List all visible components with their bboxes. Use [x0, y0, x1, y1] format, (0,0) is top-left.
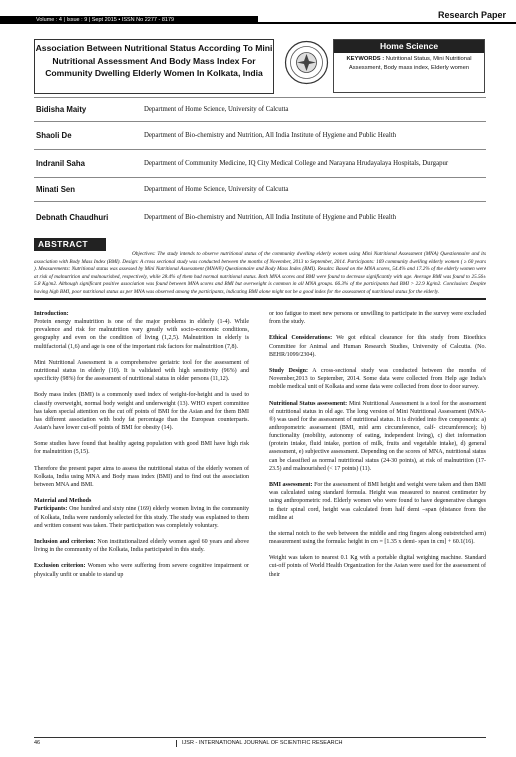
section-heading: Exclusion criterion:: [34, 563, 86, 570]
paragraph: Weight was taken to nearest 0.1 Kg with a portable digital weighing machine. Standard cut-off points of World Health Organization for the Asian were used for the assessment of their: [269, 555, 486, 578]
section-heading: Study Design:: [269, 367, 308, 374]
section-heading: Participants:: [34, 506, 68, 513]
author-name: Minati Sen: [34, 178, 144, 202]
subject-heading: Home Science: [334, 40, 484, 53]
author-row: [34, 150, 486, 178]
author-name: Shaoli De: [34, 122, 144, 150]
journal-name: IJSR - INTERNATIONAL JOURNAL OF SCIENTIFIC RESEARCH: [182, 740, 343, 746]
paragraph: Therefore the present paper aims to assess the nutritional status of the elderly women of Kolkata, India using MNA and Body mass index (BMI) and to find out the association between MNA and BMI.: [34, 465, 249, 489]
section-heading: Material and Methods: [34, 498, 92, 505]
paragraph: [34, 505, 249, 529]
paragraph: Some studies have found that healthy ageing population with good BMI have high risk for malnutrition (5,15).: [34, 441, 249, 456]
section-heading: BMI assessment:: [269, 482, 313, 489]
paragraph: [34, 538, 249, 554]
paragraph-text: Non institutionalized elderly women aged 60 years and above living in the community of the Kolkata, India participated in this study.: [34, 539, 250, 554]
paper-title: Association Between Nutritional Status According To Mini Nutritional Assessment And Body Mass Index For Community Dwelling Elderly Women In Kolkata, India: [35, 43, 273, 78]
author-name: Bidisha Maity: [34, 98, 144, 122]
volume-issue-line: Volume : 4 | Issue : 9 | Sept 2015 • ISSN No 2277 - 8179: [0, 16, 258, 24]
author-name: Debnath Chaudhuri: [34, 202, 144, 234]
author-row: [34, 178, 486, 202]
title-box: [34, 39, 274, 94]
keywords: [334, 53, 484, 74]
paragraph-text: One hundred and sixty nine (169) elderly women living in the community of Kolkata, India were randomly selected for this study. The study was explained to them and written consent was taken. Their participation was completely voluntary.: [34, 506, 250, 529]
paragraph: [269, 334, 486, 358]
keywords-label: KEYWORDS :: [346, 56, 385, 62]
author-affiliation: Department of Home Science, University of Calcutta: [144, 178, 486, 202]
paragraph-text: For the assessment of BMI height and weight were taken and then BMI was calculated using standard formula. Height was measured to nearest centimeter by using anthropometric rod. Elderly women who were found to have degenerative changes in their spinal cord, height was calculated from half demi –span (distance from the midline at: [269, 482, 487, 521]
section-heading: Inclusion and criterion:: [34, 539, 96, 545]
author-name: Indranil Saha: [34, 150, 144, 178]
abstract-label: ABSTRACT: [34, 238, 106, 251]
author-affiliation: Department of Community Medicine, IQ City Medical College and Narayana Hrudayalaya Hospitals, Durgapur: [144, 150, 486, 178]
paragraph: [34, 497, 249, 505]
keywords-text: Nutritional Status, Mini Nutritional Assessment, Body mass index, Elderly women: [348, 56, 472, 71]
paragraph: [269, 367, 486, 391]
section-heading: Introduction:: [34, 311, 69, 317]
paragraph-text: Protein energy malnutrition is one of the major problems in elderly (1-4). While prevalence and risk for malnutrition vary greatly with socio-economic conditions, geography and even on the condition of living (1,2,5). Malnutrition in elderly is multifactorial (1,6) and age is one of the important risk factors for malnutrition (7,8).: [34, 319, 249, 350]
abstract-text: Objectives: The study intends to observe nutritional status of the community dwelling elderly women using Mini Nutritional Assessment (MNA) Questionnaire and its association with Body Mass Index (BMI). Design: A cross sectional study was conducted between the months of November, 2013 to September, 2014. Participants: 169 community dwelling elderly women ( ≥ 60 years ). Measurements: Nutritional status was assessed by Mini Nutritional Assessment (MNA®) Questionnaire and Body Mass Index (BMI). Results: Based on the MNA scores, 54.4% and 17.2% of the elderly women were at risk of malnutrition and malnourished, respectively, while 28.4% of them had normal nutritional status. Both MNA scores and BMI were found to decrease significantly with age. Average BMI was found to 25.56± 5.8 Kg/m2. Although significant positive association was found between MNA scores and BMI but overweight is common in all MNA groups. 66.3% of the participants had BMI > 22.9 Kg/m2. Conclusion: Despite having high BMI, poor nutritional status as per MNA was observed among the participants, indicating BMI alone might not be a good index for the assessment of nutritional status for the elderly.: [34, 251, 486, 300]
paragraph: the sternal notch to the web between the middle and ring fingers along outstretched arm) measurement using the formula: height in cm = [1.35 x demi- span in cm] + 60.1(16).: [269, 530, 486, 546]
author-row: [34, 202, 486, 234]
authors-table: [34, 97, 486, 234]
paragraph: [34, 310, 249, 351]
right-column: [269, 310, 486, 587]
author-affiliation: Department of Bio-chemistry and Nutrition, All India Institute of Hygiene and Public Health: [144, 122, 486, 150]
paragraph: Body mass index (BMI) is a commonly used index of weight-for-height and is used to classify overweight, normal body weight and underweight (13). WHO expert committee has taken special attention on the cut off points of BMI for the Asian and for them BMI has different association with body fat percentage than the European counterparts. Asian's have lower cut-off points of BMI for obesity (14).: [34, 392, 249, 432]
journal-seal-logo: [284, 40, 329, 85]
paper-type-label: Research Paper: [437, 10, 506, 20]
section-heading: Ethical Considerations:: [269, 335, 333, 342]
paragraph: or too fatigue to meet new persons or unwilling to participate in the survey were excluded from the study.: [269, 311, 486, 326]
paragraph: [269, 400, 486, 473]
top-header: [0, 0, 516, 24]
paragraph-text: A cross-sectional study was conducted between the months of November,2013 to September, 2014. Some data were collected from Help age India's mobile medical unit of Kolkata and some data were collected from door to door survey.: [269, 367, 487, 391]
page-footer: [34, 737, 486, 748]
header-rule: [258, 22, 516, 24]
paragraph-text: Mini Nutritional Assessment is a tool for the assessment of nutritional status in old age. The long version of Mini Nutritional Assessment (MNA-®) was used for the assessment of nutritional status. It is divided into five components: a) anthropometric assessment (BMI, mid arm circumference, calf- circumference); b) functionality (mobility, autonomy of eating, independent living), c) diet information (protein intake, fluid intake, portion of milk, fruits and vegetable intake), d) general assessment, e) subjective assessment. Depending on the scores of MNA, nutritional status can be classified as normal nutritional status (24-30 points), at risk of malnutrition (17- 23.5) and malnourished (< 17 points) (11).: [269, 400, 486, 472]
section-heading: Nutritional Status assessment:: [269, 400, 348, 407]
paragraph-text: We got ethical clearance for this study from Bioethics Committee for Animal and Human Research Studies, University of Calcutta. (No. BEHR/1099/2304).: [269, 335, 486, 358]
author-affiliation: Department of Home Science, University of Calcutta: [144, 98, 486, 122]
author-row: [34, 98, 486, 122]
paragraph-text: Women who were suffering from severe cognitive impairment or physically unfit or unable to stand up: [34, 563, 250, 578]
paragraph: Mini Nutritional Assessment is a comprehensive geriatric tool for the assessment of nutritional status in elderly (10). It is validated with high sensitivity (96%) and specificity (98%) for the assessment of nutritional status in older persons (11,12).: [34, 359, 249, 383]
paragraph: [269, 481, 486, 522]
author-row: [34, 122, 486, 150]
author-affiliation: Department of Bio-chemistry and Nutrition, All India Institute of Hygiene and Public Health: [144, 202, 486, 234]
left-column: [34, 310, 249, 587]
paragraph: [34, 562, 249, 578]
page-number: 46: [34, 740, 41, 746]
subject-keywords-box: [333, 39, 485, 93]
footer-divider: [176, 740, 177, 747]
